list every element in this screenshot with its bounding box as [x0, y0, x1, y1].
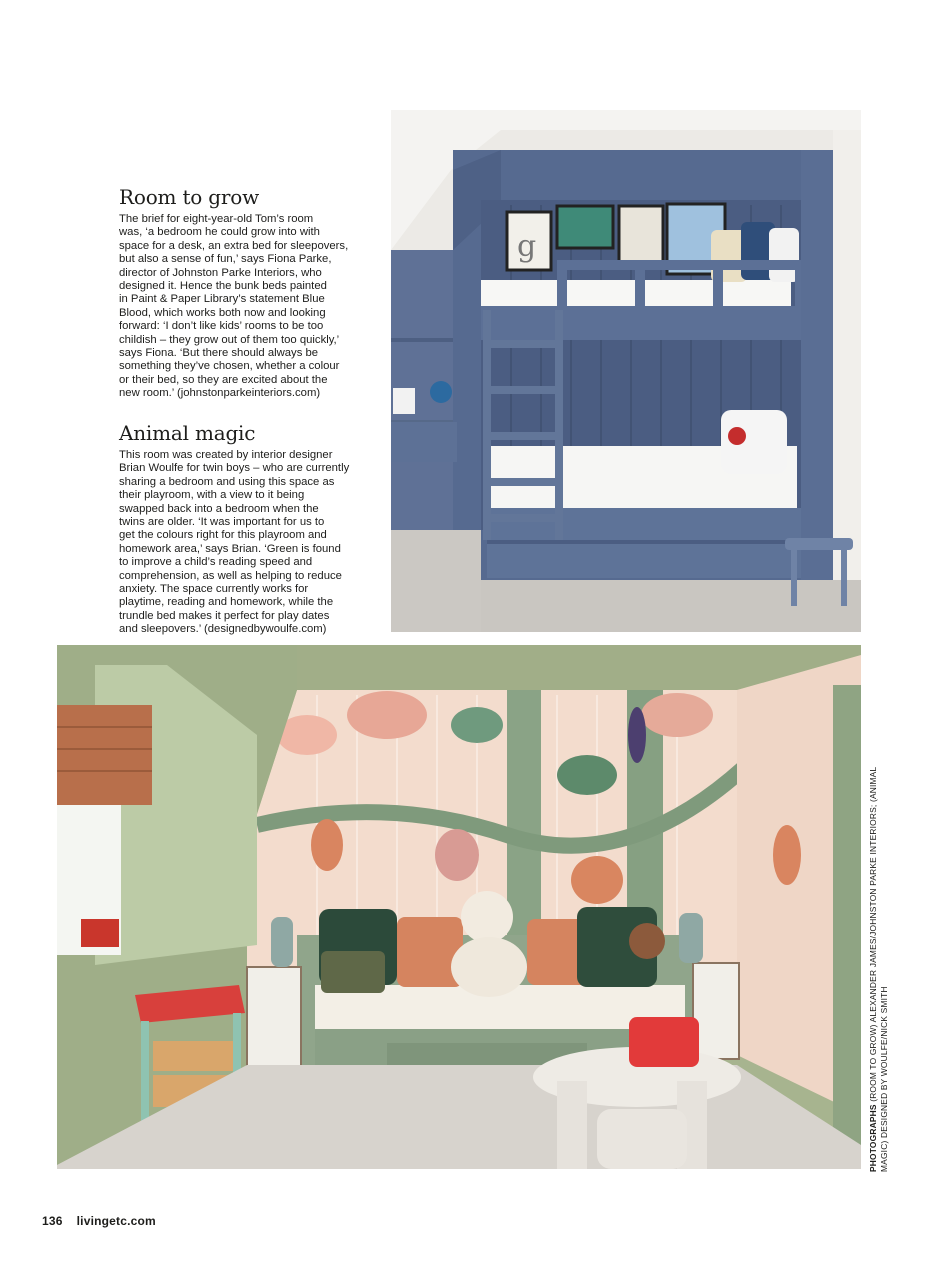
article-heading: Room to grow: [119, 185, 260, 209]
article-body: The brief for eight-year-old Tom’s room was, ‘a bedroom he could grow into with space for a desk, an extra bed for sleepovers, but also a sense of fun,’ says Fiona Parke, director of Johnston Parke Interiors, who designed it. Hence the bunk beds painted in Paint & Paper Library’s statement Blue Blood, which works both now and looking forward: ‘I don’t like kids’ rooms to be too childish – they grow out of them too quickly,’ says Fiona. ‘But there should always be something they’ve chosen, whether a colour or their bed, so they are excited about the new room.’ (johnstonparkeinteriors.com): [119, 213, 349, 400]
photo-credit-label: PHOTOGRAPHS: [868, 1104, 878, 1172]
bunk-bed-photo: [391, 110, 861, 632]
site-name: livingetc.com: [76, 1214, 156, 1228]
article-animal-magic: [119, 423, 381, 637]
article-body: This room was created by interior designer Brian Woulfe for twin boys – who are currently sharing a bedroom and using this space as their playroom, with a view to it being swapped back into a bedroom when the twins are older. ‘It was important for us to get the colours right for this playroom and homework area,’ says Brian. ‘Green is found to improve a child’s reading speed and comprehension, as well as helping to reduce anxiety. The space currently works for playtime, reading and homework, while the trundle bed makes it perfect for play dates and sleepovers.’ (designedbywoulfe.com): [119, 449, 350, 636]
photo-credit: [868, 762, 890, 1172]
article-room-to-grow: [119, 187, 381, 401]
playroom-photo: [57, 645, 861, 1169]
svg-text:g: g: [517, 229, 537, 264]
photo-credit-text: (ROOM TO GROW) ALEXANDER JAMES/JOHNSTON PARKE INTERIORS; (ANIMAL MAGIC) DESIGNED BY WOULFE/NICK SMITH: [868, 766, 889, 1172]
page-footer: [42, 1214, 156, 1228]
article-heading: Animal magic: [119, 421, 256, 445]
page-number: 136: [42, 1214, 63, 1228]
